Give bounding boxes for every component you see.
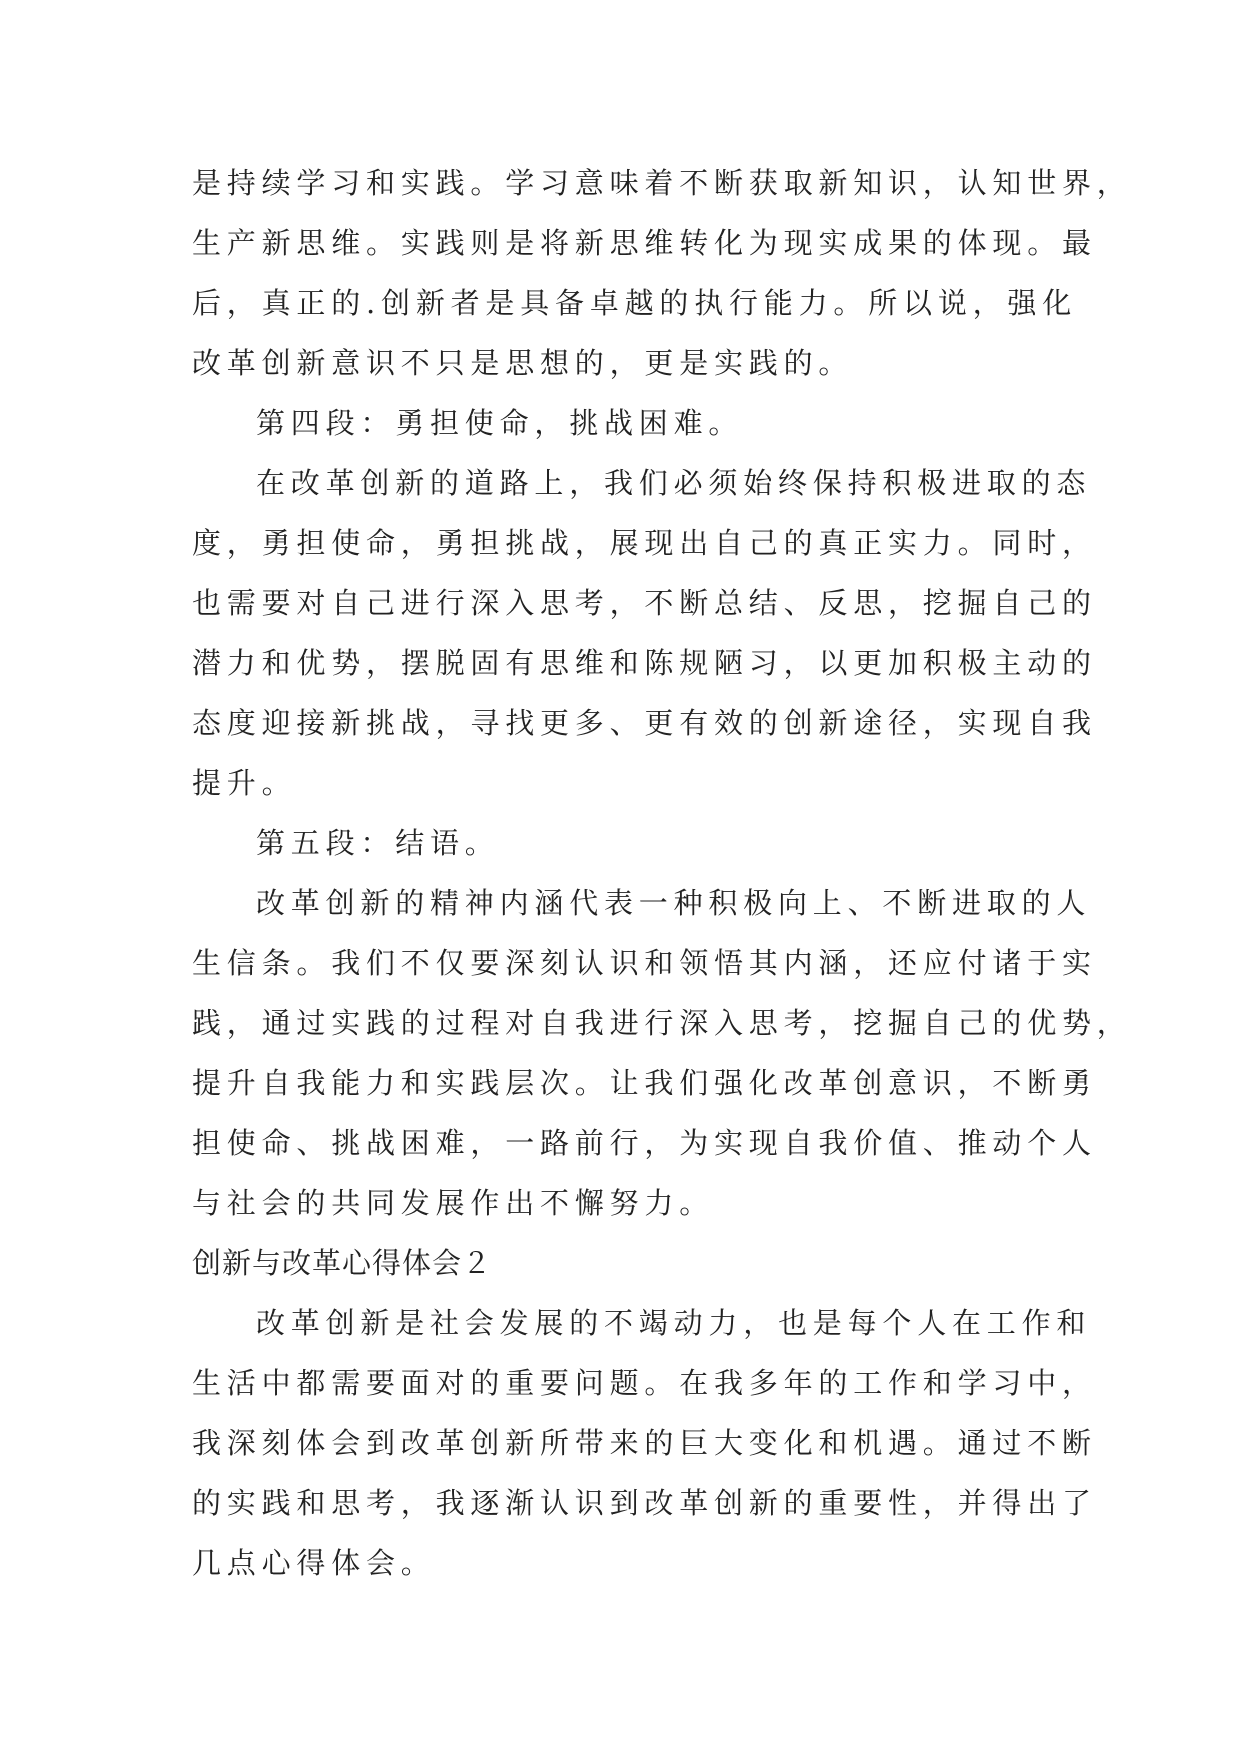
section-heading: 第四段：勇担使命，挑战困难。 (256, 406, 744, 440)
article-title: 创新与改革心得体会２ (192, 1246, 493, 1280)
paragraph-line: 提升自我能力和实践层次。让我们强化改革创意识，不断勇 (192, 1066, 1097, 1100)
paragraph-line: 的实践和思考，我逐渐认识到改革创新的重要性，并得出了 (192, 1486, 1097, 1520)
paragraph-line: 态度迎接新挑战，寻找更多、更有效的创新途径，实现自我 (192, 706, 1097, 740)
paragraph-line: 提升。 (192, 766, 297, 800)
paragraph-line: 在改革创新的道路上，我们必须始终保持积极进取的态 (256, 466, 1092, 500)
paragraph-line: 与社会的共同发展作出不懈努力。 (192, 1186, 715, 1220)
paragraph-line: 生信条。我们不仅要深刻认识和领悟其内涵，还应付诸于实 (192, 946, 1097, 980)
paragraph-line: 几点心得体会。 (192, 1546, 436, 1580)
paragraph-line: 担使命、挑战困难，一路前行，为实现自我价值、推动个人 (192, 1126, 1097, 1160)
paragraph-line: 我深刻体会到改革创新所带来的巨大变化和机遇。通过不断 (192, 1426, 1097, 1460)
paragraph-line: 也需要对自己进行深入思考，不断总结、反思，挖掘自己的 (192, 586, 1097, 620)
paragraph-line: 生产新思维。实践则是将新思维转化为现实成果的体现。最 (192, 226, 1097, 260)
paragraph-line: 改革创新的精神内涵代表一种积极向上、不断进取的人 (256, 886, 1092, 920)
paragraph-line: 度，勇担使命，勇担挑战，展现出自己的真正实力。同时， (192, 526, 1097, 560)
paragraph-line: 生活中都需要面对的重要问题。在我多年的工作和学习中， (192, 1366, 1097, 1400)
paragraph-line: 是持续学习和实践。学习意味着不断获取新知识，认知世界， (192, 166, 1132, 200)
section-heading: 第五段：结语。 (256, 826, 500, 860)
paragraph-line: 改革创新是社会发展的不竭动力，也是每个人在工作和 (256, 1306, 1092, 1340)
document-body (192, 153, 1132, 1593)
paragraph-line: 践，通过实践的过程对自我进行深入思考，挖掘自己的优势， (192, 1006, 1132, 1040)
paragraph-line: 后，真正的.创新者是具备卓越的执行能力。所以说，强化 (192, 286, 1078, 320)
paragraph-line: 改革创新意识不只是思想的，更是实践的。 (192, 346, 854, 380)
paragraph-line: 潜力和优势，摆脱固有思维和陈规陋习，以更加积极主动的 (192, 646, 1097, 680)
